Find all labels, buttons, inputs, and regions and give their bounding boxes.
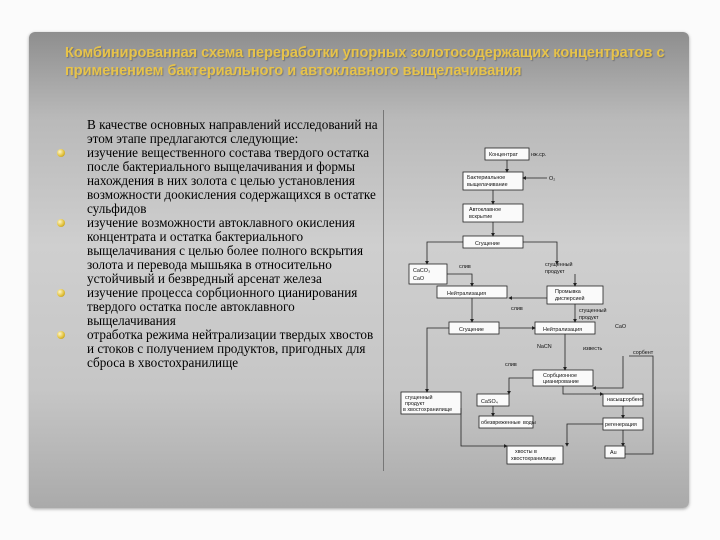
label-dried-product-2: продукт — [545, 269, 565, 275]
column-divider — [383, 110, 384, 471]
intro-text: В качестве основных направлений исследований на этом этапе предлагаются следующие: — [87, 117, 378, 146]
label-dried-out-2: продукт — [405, 401, 425, 407]
label-washing-1: Промывка — [555, 289, 581, 295]
label-bacterial-2: выщелачивание — [467, 182, 508, 188]
label-neutralization-mid: Нейтрализация — [543, 327, 583, 333]
diagram-labels — [403, 152, 654, 462]
label-slurry2: слив — [505, 362, 517, 368]
label-regeneration: регенерация — [605, 422, 637, 428]
diagram-arrows — [427, 160, 653, 454]
label-medium: нж.ср. — [531, 152, 547, 158]
label-solution: слив — [511, 306, 523, 312]
label-oxygen: O₂ — [549, 176, 556, 182]
label-tails-2: хвостохранилище — [511, 456, 556, 462]
label-neutral-water-1: обезвреженные — [481, 420, 521, 426]
bullet-text: изучение процесса сорбционного цианирования твердого остатка после автоклавного выщелачивания — [87, 285, 358, 328]
label-gold: Au — [610, 450, 617, 456]
label-cao: CaO — [615, 324, 627, 330]
label-concentrate: Концентрат — [489, 152, 518, 158]
bullet-dot-icon — [57, 289, 65, 297]
bullet-text: отработка режима нейтрализации твердых хвостов и стоков с получением продуктов, пригодных для сброса в хвостохранилище — [87, 327, 374, 370]
label-thickening-top: Сгущение — [475, 241, 500, 247]
label-dried2-2: продукт — [579, 315, 599, 321]
bullet-item — [53, 328, 383, 370]
label-dried-out-3: в хвостохранилище — [403, 407, 453, 413]
bullet-dot-icon — [57, 149, 65, 157]
label-caso4: CaSO₄ — [481, 399, 498, 405]
label-washing-2: дисперсией — [555, 296, 585, 302]
bullet-dot-icon — [57, 219, 65, 227]
label-autoclave-1: Автоклавное — [469, 207, 502, 213]
slide — [29, 32, 689, 508]
bullet-list — [53, 146, 383, 370]
label-dried-out-1: сгущенный — [405, 395, 433, 401]
label-dried2-1: сгущенный — [579, 308, 607, 314]
label-neutralization-top: Нейтрализация — [447, 291, 487, 297]
label-bacterial-1: Бактериальное — [467, 175, 506, 181]
label-sorbent-sat: сорбент — [623, 397, 644, 403]
label-sorbent: сорбент — [633, 350, 654, 356]
bullet-text: изучение возможности автоклавного окисления концентрата и остатка бактериального выщелачивания с целью более полного вскрытия золота и перевода мышьяка в относительно устойчивый и безвредный арсенат железа — [87, 215, 364, 286]
label-autoclave-2: вскрытие — [469, 214, 493, 220]
bullet-dot-icon — [57, 331, 65, 339]
label-tails-1: хвосты в — [515, 449, 537, 455]
bullet-item — [53, 216, 383, 286]
process-flow-diagram — [397, 146, 677, 496]
label-thickening-bottom: Сгущение — [459, 327, 484, 333]
label-lime: известь — [583, 346, 603, 352]
label-reagents-1: CaCO₃ — [413, 268, 431, 274]
label-nacn: NaCN — [537, 344, 552, 350]
bullet-item — [53, 146, 383, 216]
label-saturated: насыщ. — [607, 397, 626, 403]
label-neutral-water-2: воды — [523, 420, 536, 426]
bullet-item — [53, 286, 383, 328]
label-sorption-1: Сорбционное — [543, 373, 578, 379]
bullet-text: изучение вещественного состава твердого остатка после бактериального выщелачивания и формы нахождения в них золота с целью установления возможности доокисления содержащихся в остатке сульфидов — [87, 145, 376, 216]
slide-body — [53, 118, 383, 370]
label-slurry: слив — [459, 264, 471, 270]
label-reagents-2: CaO — [413, 276, 425, 282]
label-sorption-2: цианирование — [543, 379, 579, 385]
slide-title: Комбинированная схема переработки упорных золотосодержащих концентратов с применением бактериального и автоклавного выщелачивания — [65, 45, 665, 79]
label-dried-product-1: сгущенный — [545, 262, 573, 268]
